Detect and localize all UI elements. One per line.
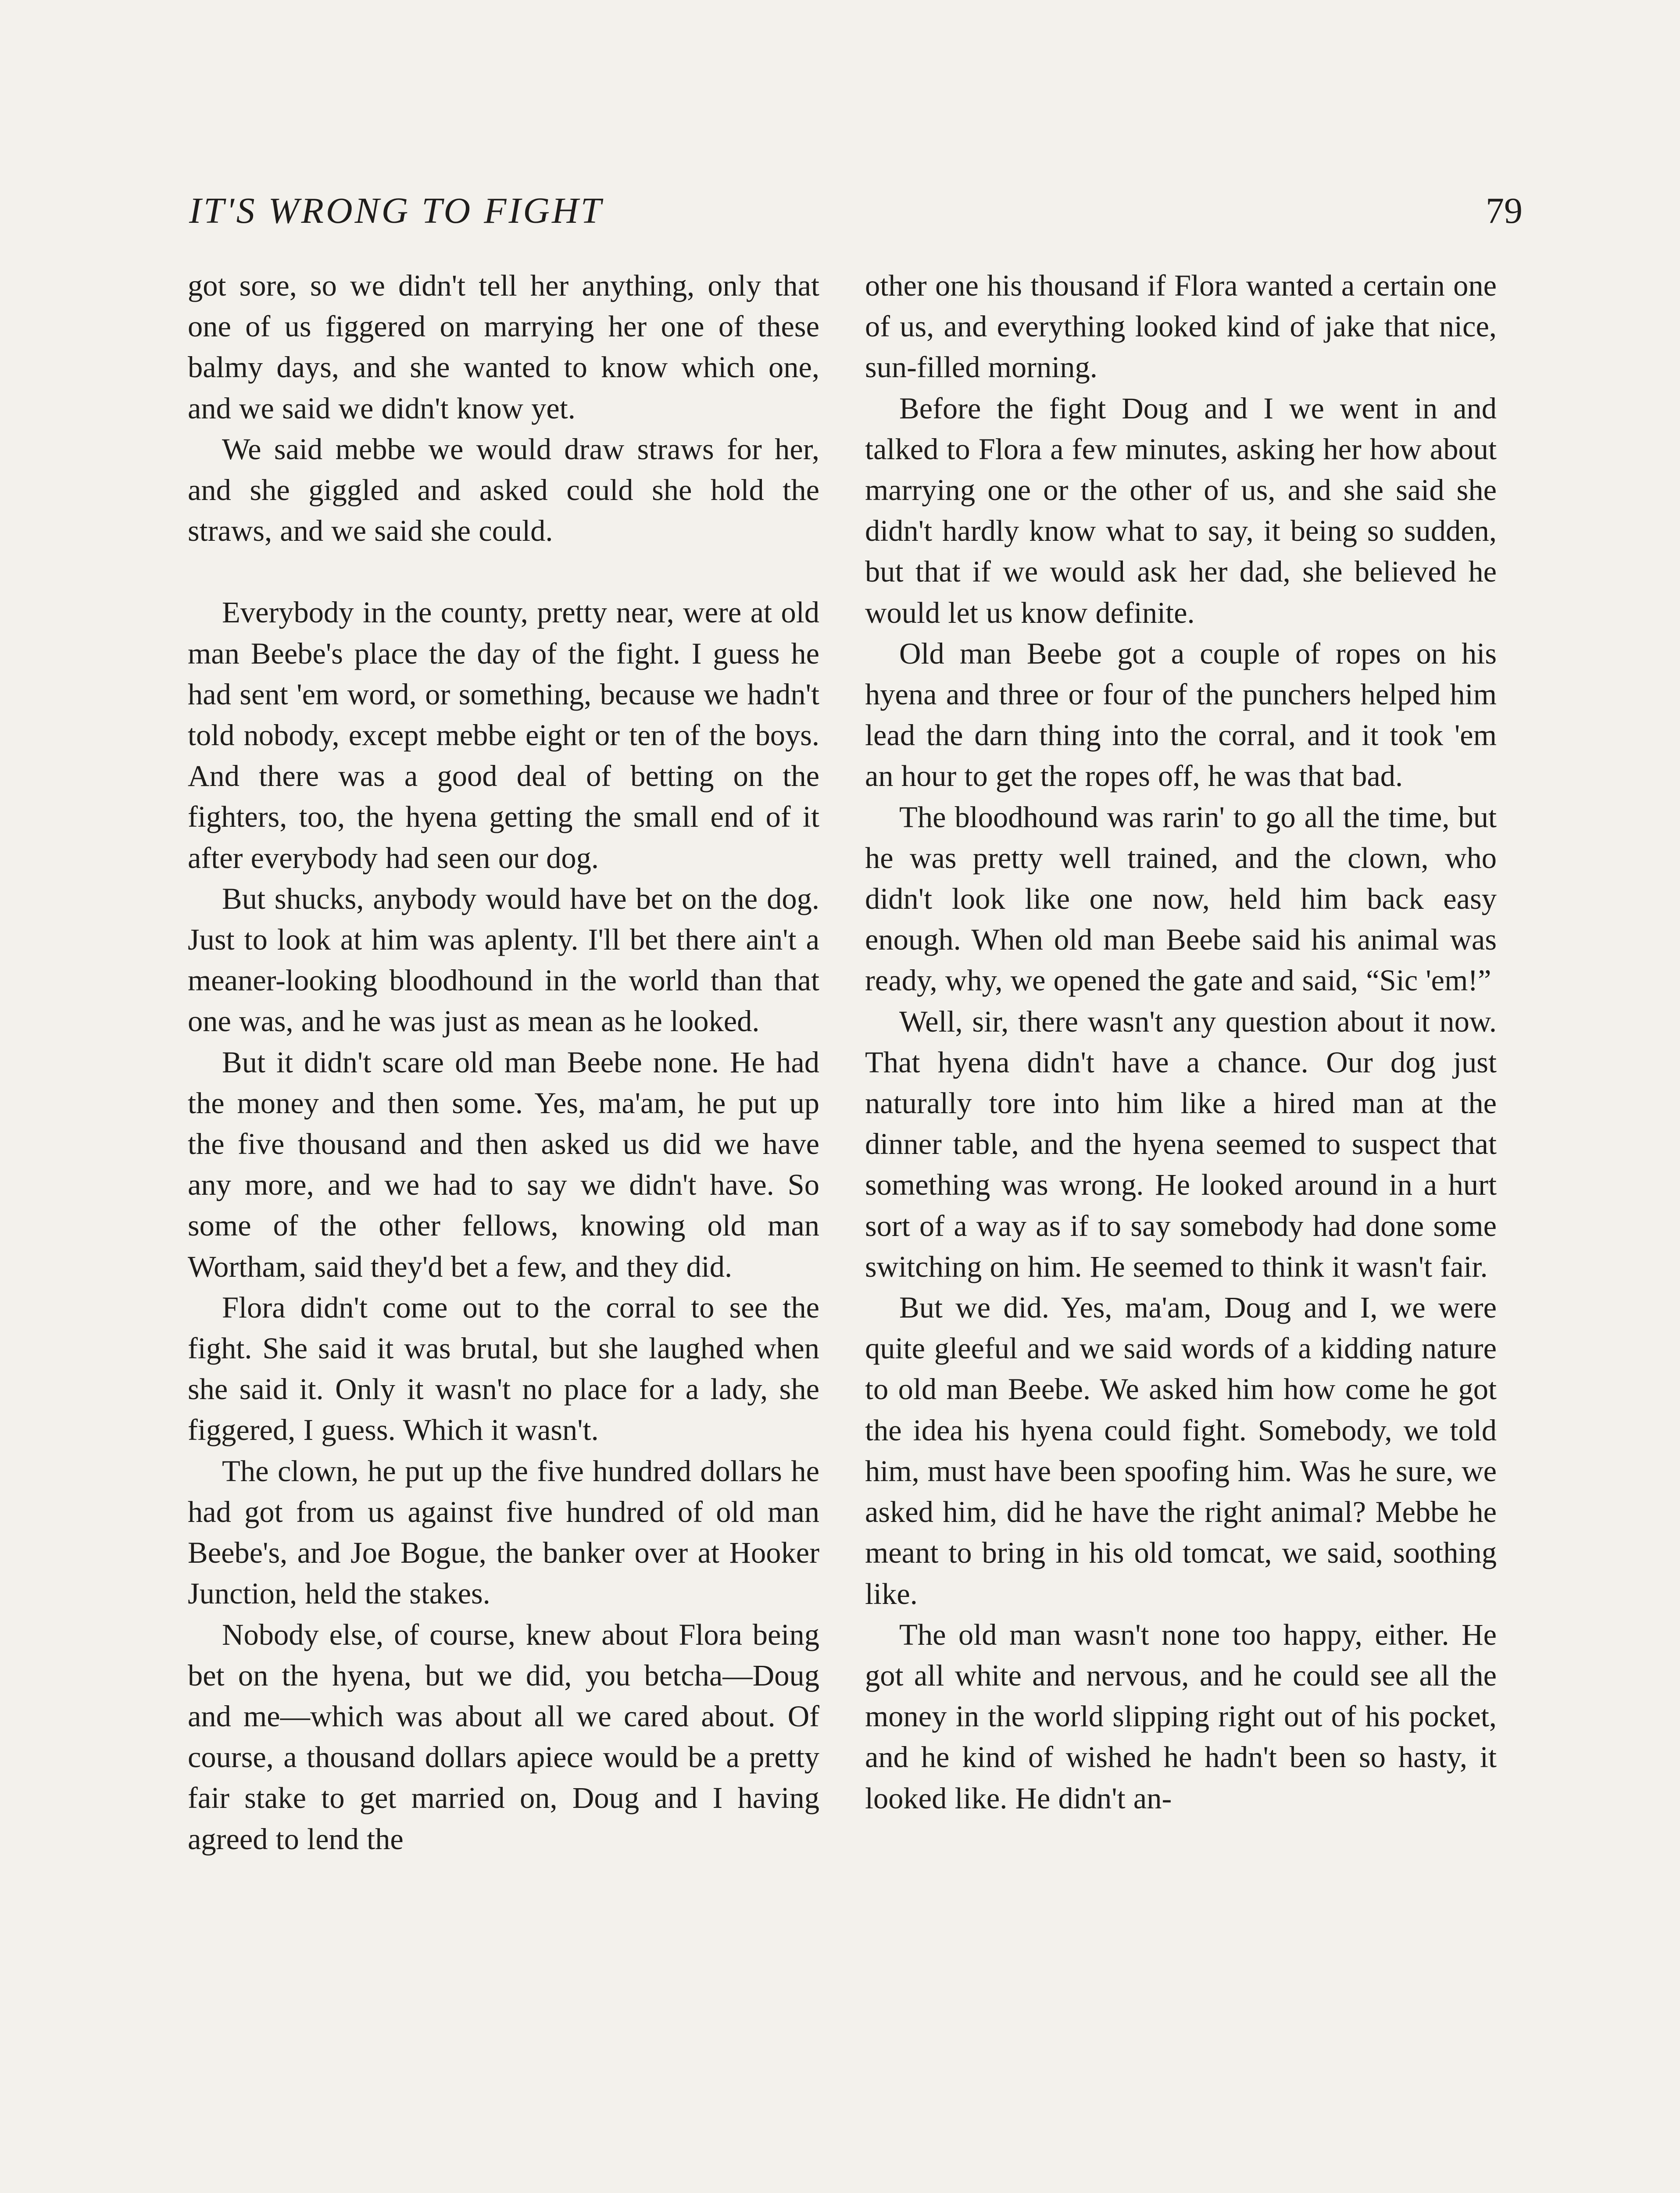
right-column	[865, 265, 1497, 1819]
paragraph: But it didn't scare old man Beebe none. He had the money and then some. Yes, ma'am, he put up the five thousand and then asked us did we have any more, and we had to say we didn't have. So some of the other fellows, knowing old man Wortham, said they'd bet a few, and they did.	[188, 1045, 819, 1283]
paragraph: The bloodhound was rarin' to go all the time, but he was pretty well trained, and the clown, who didn't look like one now, held him back easy enough. When old man Beebe said his animal was ready, why, we opened the gate and said, “Sic 'em!”	[865, 800, 1497, 997]
paragraph: got sore, so we didn't tell her anything, only that one of us figgered on marrying her one of these balmy days, and she wanted to know which one, and we said we didn't know yet.	[188, 269, 819, 425]
page-number: 79	[1486, 190, 1523, 231]
chapter-title: IT'S WRONG TO FIGHT	[189, 190, 604, 231]
paragraph: Old man Beebe got a couple of ropes on his hyena and three or four of the punchers helped him lead the darn thing into the corral, and it took 'em an hour to get the ropes off, he was that bad.	[865, 636, 1497, 793]
paragraph: other one his thousand if Flora wanted a certain one of us, and everything looked kind of jake that nice, sun-filled morning.	[865, 269, 1497, 384]
paragraph: Well, sir, there wasn't any question about it now. That hyena didn't have a chance. Our dog just naturally tore into him like a hired man at the dinner table, and the hyena seemed to suspect that something was wrong. He looked around in a hurt sort of a way as if to say somebody had done some switching on him. He seemed to think it wasn't fair.	[865, 1004, 1497, 1283]
paragraph: Before the fight Doug and I we went in and talked to Flora a few minutes, asking her how about marrying one or the other of us, and she said she didn't hardly know what to say, it being so sudden, but that if we would ask her dad, she believed he would let us know definite.	[865, 391, 1497, 629]
left-column	[188, 265, 819, 1860]
paragraph: The old man wasn't none too happy, either. He got all white and nervous, and he could see all the money in the world slipping right out of his pocket, and he kind of wished he hadn't been so hasty, it looked like. He didn't an-	[865, 1618, 1497, 1815]
paragraph: Flora didn't come out to the corral to see the fight. She said it was brutal, but she laughed when she said it. Only it wasn't no place for a lady, she figgered, I guess. Which it wasn't.	[188, 1290, 819, 1447]
paragraph: We said mebbe we would draw straws for her, and she giggled and asked could she hold the straws, and we said she could.	[188, 432, 819, 548]
paragraph: Everybody in the county, pretty near, were at old man Beebe's place the day of the fight. I guess he had sent 'em word, or something, because we hadn't told nobody, except mebbe eight or ten of the boys. And there was a good deal of betting on the fighters, too, the hyena getting the small end of it after everybody had seen our dog.	[188, 596, 819, 875]
paragraph: But shucks, anybody would have bet on the dog. Just to look at him was aplenty. I'll bet there ain't a meaner-looking bloodhound in the world than that one was, and he was just as mean as he looked.	[188, 882, 819, 1038]
running-head	[189, 185, 1523, 237]
paragraph: But we did. Yes, ma'am, Doug and I, we were quite gleeful and we said words of a kidding nature to old man Beebe. We asked him how come he got the idea his hyena could fight. Somebody, we told him, must have been spoofing him. Was he sure, we asked him, did he have the right animal? Mebbe he meant to bring in his old tomcat, we said, soothing like.	[865, 1291, 1497, 1611]
paragraph: Nobody else, of course, knew about Flora being bet on the hyena, but we did, you betcha—Doug and me—which was about all we cared about. Of course, a thousand dollars apiece would be a pretty fair stake to get married on, Doug and I having agreed to lend the	[188, 1618, 819, 1856]
paragraph: The clown, he put up the five hundred dollars he had got from us against five hundred of old man Beebe's, and Joe Bogue, the banker over at Hooker Junction, held the stakes.	[188, 1454, 819, 1611]
